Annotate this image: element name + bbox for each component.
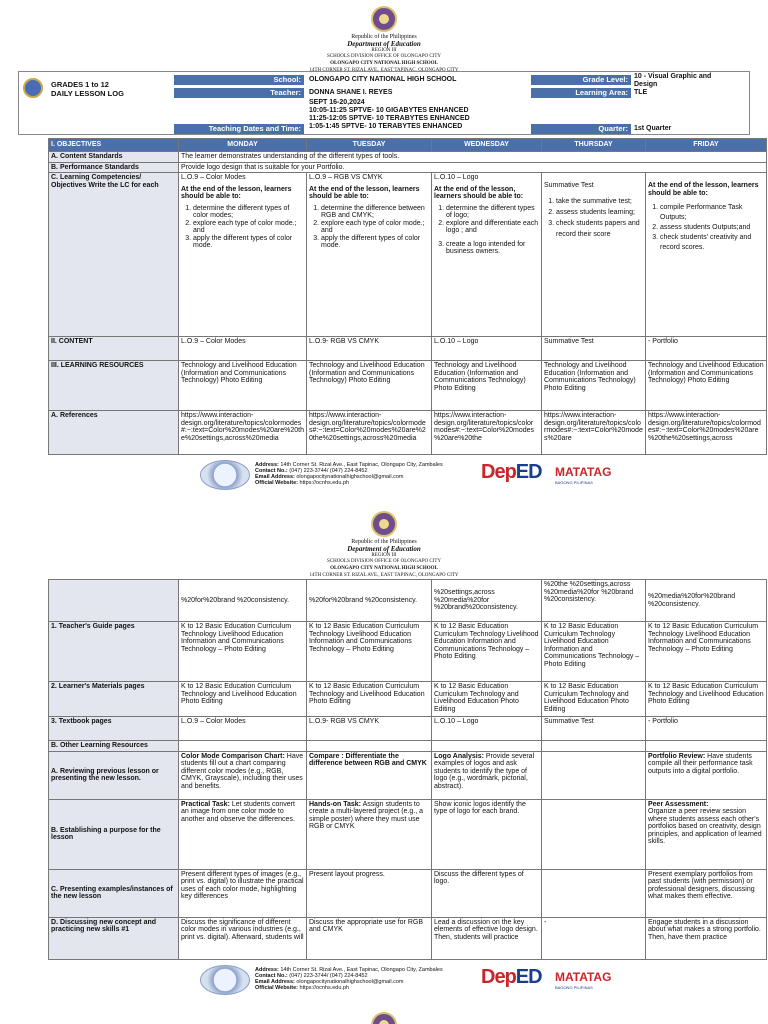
discussing-monday: Discuss the significance of different color modes in various industries (e.g., print vs. digital). Afterward, students will [179,917,307,959]
table-row [49,622,767,682]
email-label: Email Address: [255,474,295,480]
wednesday-intro: At the end of the lesson, learners should be able to: [434,185,524,200]
content-standards-value: The learner demonstrates understanding of the different types of tools. [179,152,767,163]
textbook-thursday: Summative Test [542,717,646,741]
presenting-thursday [542,869,646,917]
list-item: 2. explore each type of color mode.; and [321,220,429,235]
discussing-thursday: - [542,917,646,959]
reviewing-thursday [542,751,646,799]
purpose-friday-text: Organize a peer review session where students assess each other's portfolios based on creativity, design principles, and application of learned skills. [648,808,762,845]
references-monday[interactable]: https://www.interaction-design.org/literature/topics/colormodes#:~:text=Color%20modes%20are%20the%20settings,across%20media [179,411,307,455]
table-row [49,361,767,411]
references-tuesday[interactable]: https://www.interaction-design.org/literature/topics/colormodes#:~:text=Color%20modes%20are%20the%20settings,across%20media [307,411,432,455]
presenting-tuesday: Present layout progress. [307,869,432,917]
footer-contact-info [255,462,443,486]
table-row [49,337,767,361]
letterhead-region: REGION III [371,47,397,53]
table-row [49,173,767,337]
other-resources-thursday [542,741,646,752]
thursday-objectives-list [544,196,643,240]
reviewing-wednesday [432,751,542,799]
presenting-wednesday: Discuss the different types of logo. [432,869,542,917]
col-objectives: I. OBJECTIVES [49,139,179,152]
textbook-tuesday: L.O.9- RGB VS CMYK [307,717,432,741]
matatag-logo: MATATAG [555,970,612,984]
address-label: Address: [255,462,279,468]
purpose-tuesday-text: Assign students to create a multi-layered project (e.g., a simple poster) where they must use RGB or CMYK [309,800,423,830]
learners-materials-friday: K to 12 Basic Education Curriculum Technology and Livelihood Education Photo Editing [646,682,767,717]
resources-friday: Technology and Livelihood Education (Information and Communications Technology) Photo Editing [646,361,767,411]
tuesday-lc: L.O.9 – RGB VS CMYK [309,174,383,181]
email-value: olongapocitynationalhighschool@gmail.com [296,979,404,985]
discussing-tuesday: Discuss the appropriate use for RGB and CMYK [307,917,432,959]
letterhead [0,539,768,580]
procedures-table [48,579,767,960]
deped-logo-part1: Dep [481,966,516,988]
purpose-monday-title: Practical Task: [181,800,230,808]
letterhead-division: SCHOOLS DIVISION OFFICE OF OLONGAPO CITY [326,559,442,565]
reviewing-monday-title: Color Mode Comparison Chart: [181,752,285,760]
table-row [49,751,767,799]
references-thursday[interactable]: https://www.interaction-design.org/literature/topics/colormodes#:~:text=Color%20modes%20are [542,411,646,455]
next-page-seal-icon [371,1012,397,1024]
contact-value: (047) 223-3744/ (047) 224-8452 [289,973,368,979]
col-friday: FRIDAY [646,139,767,152]
teachers-guide-friday: K to 12 Basic Education Curriculum Technology Livelihood Education Information and Communications Technology – Photo Editing [646,622,767,682]
learners-materials-thursday: K to 12 Basic Education Curriculum Technology and Livelihood Education Photo Editing [542,682,646,717]
website-value[interactable]: https://ocnhs.edu.ph [299,985,350,991]
email-value: olongapocitynationalhighschool@gmail.com [296,474,404,480]
school-label: School: [174,75,304,85]
other-resources-wednesday [432,741,542,752]
page-1-footer [0,455,768,505]
table-row [49,580,767,622]
footer-contact-info [255,967,443,991]
letterhead [0,34,768,75]
purpose-tuesday-title: Hands-on Task: [309,800,361,808]
matatag-subtitle: BAGONG PILIPINAS [555,480,593,485]
quarter-value: 1st Quarter [634,125,672,132]
reviewing-tuesday: Compare : Differentiate the difference between RGB and CMYK [307,751,432,799]
learners-materials-monday: K to 12 Basic Education Curriculum Technology and Livelihood Education Photo Editing [179,682,307,717]
grade-title [51,80,124,98]
content-monday: L.O.9 – Color Modes [179,337,307,361]
references-wednesday[interactable]: https://www.interaction-design.org/literature/topics/colormodes#:~:text=Color%20modes%20are%20the [432,411,542,455]
purpose-monday-text: Let students convert an image from one color mode to another and observe the differences. [181,800,295,823]
competencies-friday [646,173,767,337]
purpose-wednesday: Show iconic logos identify the type of logo for each brand. [432,799,542,869]
deped-logo [481,966,542,989]
purpose-monday [179,799,307,869]
objectives-table [48,138,767,455]
list-item: 2. assess students Outputs;and [660,223,764,233]
presenting-monday: Present different types of images (e.g., print vs. digital) to illustrate the practical uses of each color mode, highlighting key differences [179,869,307,917]
table-row [49,411,767,455]
table-row [49,682,767,717]
references-monday-cont[interactable]: %20for%20brand %20consistency. [179,580,307,622]
wednesday-objectives-list [434,205,539,256]
teachers-guide-label: 1. Teacher's Guide pages [49,622,179,682]
school-logo-icon [23,78,43,98]
resources-wednesday: Technology and Livelihood Education (Information and Communications Technology) Photo Editing [432,361,542,411]
website-label: Official Website: [255,480,298,486]
deped-seal-icon [371,6,397,32]
deped-logo [481,461,542,484]
list-item: 3. apply the different types of color mode. [321,235,429,250]
table-header-row [49,139,767,152]
reviewing-friday [646,751,767,799]
reviewing-monday-text: Have students fill out a chart comparing different color modes (e.g., RGB, CMYK, Grayscale), including their uses and benefits. [181,752,304,790]
list-item: 1. determine the different types of logo; [446,205,539,220]
competencies-label: C. Learning Competencies/ Objectives Write the LC for each [49,173,179,337]
content-tuesday: L.O.9- RGB VS CMYK [307,337,432,361]
list-item: 3. apply the different types of color mode. [193,235,304,250]
references-wednesday-cont[interactable]: %20settings,across %20media%20for %20brand%20consistency. [432,580,542,622]
letterhead-school: OLONGAPO CITY NATIONAL HIGH SCHOOL [330,566,438,572]
list-item: 1. determine the difference between RGB and CMYK; [321,205,429,220]
friday-objectives-list [648,203,764,253]
website-label: Official Website: [255,985,298,991]
resources-thursday: Technology and Livelihood Education (Information and Communications Technology) Photo Editing [542,361,646,411]
resources-tuesday: Technology and Livelihood Education (Information and Communications Technology) Photo Editing [307,361,432,411]
reviewing-wednesday-title: Logo Analysis: [434,752,484,760]
content-wednesday: L.O.10 – Logo [432,337,542,361]
purpose-tuesday [307,799,432,869]
purpose-friday-title: Peer Assessment: [648,800,709,808]
grade-title-line2: DAILY LESSON LOG [51,89,124,98]
performance-standards-label: B. Performance Standards [49,162,179,173]
references-label: A. References [49,411,179,455]
references-thursday-cont[interactable]: %20the %20settings,across %20media%20for %20brand %20consistency. [542,580,646,622]
teachers-guide-tuesday: K to 12 Basic Education Curriculum Technology Livelihood Education Information and Communications Technology – Photo Editing [307,622,432,682]
table-row [49,162,767,173]
table-row [49,741,767,752]
list-item: 1. determine the different types of color modes; [193,205,304,220]
tuesday-intro: At the end of the lesson, learners should be able to: [309,185,420,200]
quarter-label: Quarter: [531,124,631,134]
purpose-thursday [542,799,646,869]
references-continued-label [49,580,179,622]
deped-logo-part1: Dep [481,461,516,483]
purpose-friday [646,799,767,869]
dates-value-3: 11:25-12:05 SPTVE- 10 TERABYTES ENHANCED [309,115,470,122]
other-resources-friday [646,741,767,752]
email-label: Email Address: [255,979,295,985]
dates-label: Teaching Dates and Time: [174,124,304,134]
deped-logo-part2: ED [515,966,542,988]
grade-level-value-1: 10 - Visual Graphic and [634,73,712,80]
table-row [49,917,767,959]
resources-monday: Technology and Livelihood Education (Information and Communications Technology) Photo Editing [179,361,307,411]
contact-value: (047) 223-3744/ (047) 224-8452 [289,468,368,474]
competencies-tuesday [307,173,432,337]
content-standards-label: A. Content Standards [49,152,179,163]
learners-materials-tuesday: K to 12 Basic Education Curriculum Technology and Livelihood Education Photo Editing [307,682,432,717]
resources-label: III. LEARNING RESOURCES [49,361,179,411]
page-2 [0,505,768,1005]
col-tuesday: TUESDAY [307,139,432,152]
website-value[interactable]: https://ocnhs.edu.ph [299,480,350,486]
list-item: 3. create a logo intended for business owners. [446,241,539,256]
school-seal-icon [200,965,250,995]
dates-value [309,99,470,131]
contact-label: Contact No.: [255,973,288,979]
letterhead-school: OLONGAPO CITY NATIONAL HIGH SCHOOL [330,61,438,67]
page-1 [0,0,768,500]
purpose-label: B. Establishing a purpose for the lesson [49,799,179,869]
table-row [49,869,767,917]
discussing-wednesday: Lead a discussion on the key elements of effective logo design. Then, students will practice [432,917,542,959]
competencies-monday [179,173,307,337]
grade-title-line1: GRADES 1 to 12 [51,80,109,89]
monday-intro: At the end of the lesson, learners should be able to: [181,185,292,200]
reviewing-monday [179,751,307,799]
dates-value-4: 1:05-1:45 SPTVE- 10 TERABYTES ENHANCED [309,123,463,130]
content-thursday: Summative Test [542,337,646,361]
wednesday-lc: L.O.10 – Logo [434,174,479,181]
reviewing-lesson-label: A. Reviewing previous lesson or presenting the new lesson. [49,751,179,799]
matatag-logo: MATATAG [555,465,612,479]
col-monday: MONDAY [179,139,307,152]
references-friday[interactable]: https://www.interaction-design.org/literature/topics/colormodes#:~:text=Color%20modes%20are%20the%20settings,across [646,411,767,455]
deped-logo-part2: ED [515,461,542,483]
teachers-guide-wednesday: K to 12 Basic Education Curriculum Technology Livelihood Education Information and Communications Technology – Photo Editing [432,622,542,682]
competencies-thursday [542,173,646,337]
list-item: 2. explore and differentiate each logo ; and [446,220,539,235]
other-resources-label: B. Other Learning Resources [49,741,179,752]
dates-value-2: 10:05-11:25 SPTVE- 10 GIGABYTES ENHANCED [309,107,469,114]
school-seal-icon [200,460,250,490]
table-row [49,152,767,163]
matatag-subtitle: BAGONG PILIPINAS [555,985,593,990]
table-row [49,799,767,869]
grade-level-label: Grade Level: [531,75,631,85]
content-label: II. CONTENT [49,337,179,361]
tuesday-objectives-list [309,205,429,250]
letterhead-address: 14TH CORNER ST. RIZAL AVE., EAST TAPINAC, OLONGAPO CITY [309,572,459,578]
address-value: 14th Corner St. Rizal Ave., East Tapinac, Olongapo City, Zambales [280,967,443,973]
reviewing-friday-text: Have students compile all their performance task outputs into a digital portfolio. [648,752,753,775]
reviewing-wednesday-text: Provide several examples of logos and ask students to identify the type of logo (e.g., wordmark, pictorial, abstract). [434,752,535,790]
letterhead-republic: Republic of the Philippines [351,34,417,40]
references-friday-cont[interactable]: %20media%20for%20brand %20consistency. [646,580,767,622]
school-value: OLONGAPO CITY NATIONAL HIGH SCHOOL [309,76,457,83]
presenting-friday: Present exemplary portfolios from past students (with permission) or professional designers, discussing what makes them effective. [646,869,767,917]
teacher-value: DONNA SHANE I. REYES [309,89,393,96]
letterhead-republic: Republic of the Philippines [351,539,417,545]
references-tuesday-cont[interactable]: %20for%20brand %20consistency. [307,580,432,622]
address-label: Address: [255,967,279,973]
page-2-footer [0,960,768,1010]
learning-area-label: Learning Area: [531,88,631,98]
learning-area-value: TLE [634,89,648,96]
other-resources-monday [179,741,307,752]
textbook-monday: L.O.9 – Color Modes [179,717,307,741]
letterhead-region: REGION III [371,552,397,558]
deped-seal-icon [371,511,397,537]
textbook-label: 3. Textbook pages [49,717,179,741]
grade-level-value-2: Design [634,81,658,88]
monday-objectives-list [181,205,304,250]
learners-materials-label: 2. Learner's Materials pages [49,682,179,717]
teachers-guide-thursday: K to 12 Basic Education Curriculum Technology Livelihood Education Information and Communications Technology – Photo Editing [542,622,646,682]
presenting-examples-label: C. Presenting examples/instances of the new lesson [49,869,179,917]
dates-value-1: SEPT 16-20,2024 [309,99,365,106]
competencies-wednesday [432,173,542,337]
thursday-title: Summative Test [544,182,594,189]
reviewing-friday-title: Portfolio Review: [648,752,706,760]
monday-lc: L.O.9 – Color Modes [181,174,246,181]
list-item: 1. take the summative test; [556,196,643,207]
letterhead-division: SCHOOLS DIVISION OFFICE OF OLONGAPO CITY [326,54,442,60]
discussing-concept-label: D. Discussing new concept and practicing new skills #1 [49,917,179,959]
list-item: 2. assess students learning; [556,207,643,218]
performance-standards-value: Provide logo design that is suitable for your Portfolio. [179,162,767,173]
letterhead-department: Department of Education [347,544,421,553]
discussing-friday: Engage students in a discussion about what makes a strong portfolio. Then, have them practice [646,917,767,959]
grade-level-value [634,73,711,89]
learners-materials-wednesday: K to 12 Basic Education Curriculum Technology and Livelihood Education Photo Editing [432,682,542,717]
content-friday: - Portfolio [646,337,767,361]
table-row [49,717,767,741]
letterhead-department: Department of Education [347,39,421,48]
other-resources-tuesday [307,741,432,752]
friday-intro: At the end of the lesson, learners should be able to: [648,182,759,197]
address-value: 14th Corner St. Rizal Ave., East Tapinac, Olongapo City, Zambales [280,462,443,468]
list-item: 1. compile Performance Task Outputs; [660,203,764,223]
contact-label: Contact No.: [255,468,288,474]
textbook-friday: - Portfolio [646,717,767,741]
teachers-guide-monday: K to 12 Basic Education Curriculum Technology Livelihood Education Information and Communications Technology – Photo Editing [179,622,307,682]
lesson-log-header [18,71,750,135]
list-item: 3. check students papers and record their score [556,218,643,240]
col-wednesday: WEDNESDAY [432,139,542,152]
textbook-wednesday: L.O.10 – Logo [432,717,542,741]
list-item: 2. explore each type of color mode.; and [193,220,304,235]
col-thursday: THURSDAY [542,139,646,152]
teacher-label: Teacher: [174,88,304,98]
list-item: 3. check students' creativity and record scores. [660,233,764,253]
